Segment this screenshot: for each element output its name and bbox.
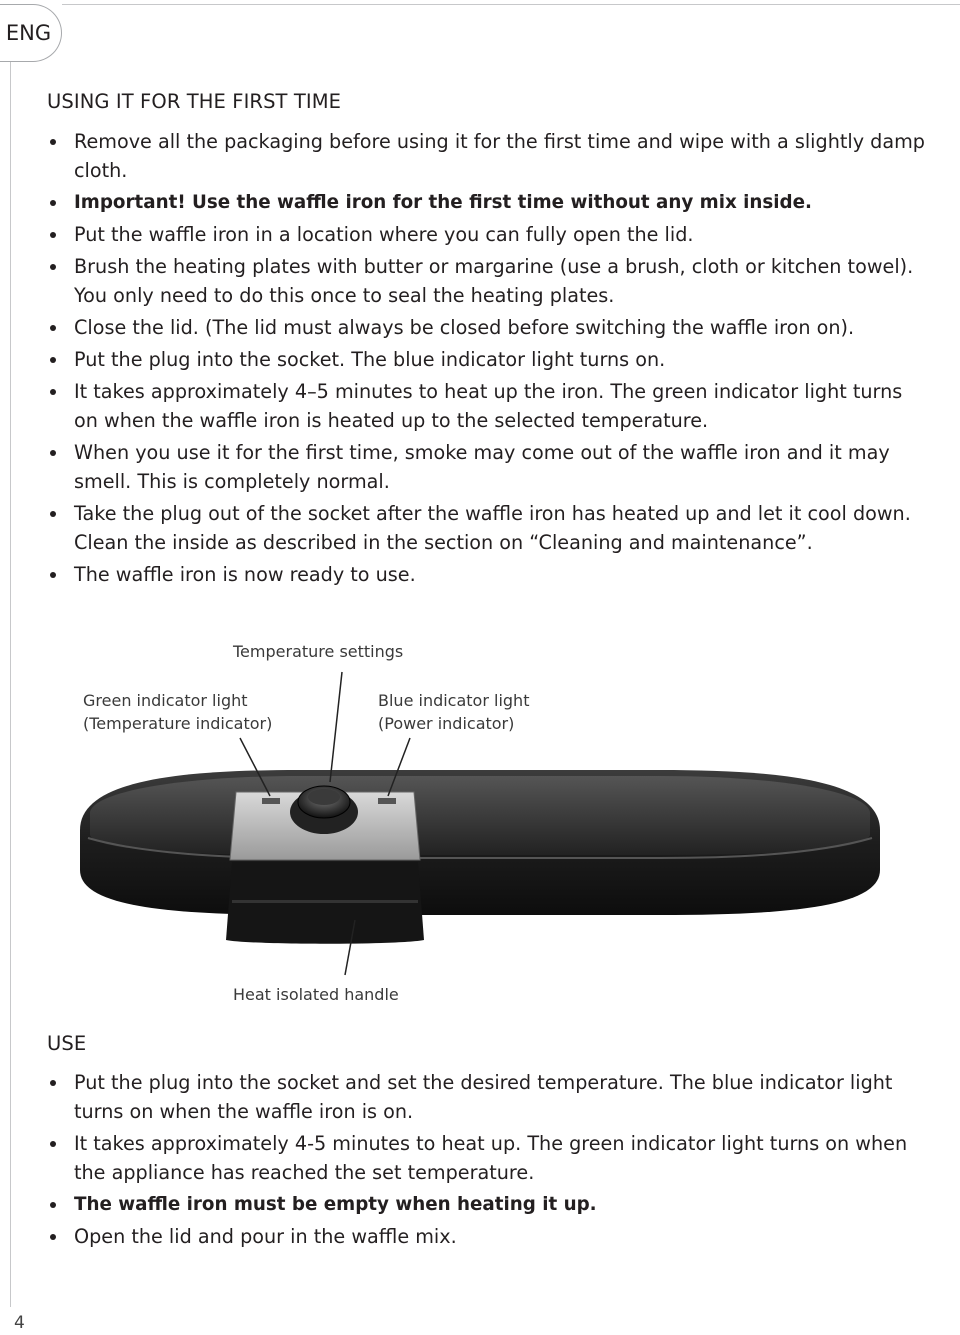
use-heading: USE — [47, 1032, 87, 1055]
list-item: Brush the heating plates with butter or margarine (use a brush, cloth or kitchen towel). You only need to do this once to seal the heating plates. — [47, 252, 927, 310]
list-item: It takes approximately 4-5 minutes to heat up. The green indicator light turns on when the appliance has reached the set temperature. — [47, 1129, 927, 1187]
page-number: 4 — [14, 1313, 25, 1333]
list-item: When you use it for the first time, smoke may come out of the waffle iron and it may smell. This is completely normal. — [47, 438, 927, 496]
blue-light-label — [378, 689, 529, 735]
list-item: The waffle iron is now ready to use. — [47, 560, 927, 589]
use-list — [47, 1068, 927, 1254]
green-light-label-line2: (Temperature indicator) — [83, 714, 273, 733]
handle-label: Heat isolated handle — [233, 985, 399, 1004]
list-item: Close the lid. (The lid must always be closed before switching the waffle iron on). — [47, 313, 927, 342]
list-item: Put the plug into the socket and set the desired temperature. The blue indicator light turns on when the waffle iron is on. — [47, 1068, 927, 1126]
green-indicator-light-mark — [262, 798, 280, 804]
lid — [90, 776, 870, 855]
blue-light-label-line1: Blue indicator light — [378, 691, 530, 710]
blue-indicator-light-mark — [378, 798, 396, 804]
leader-temperature — [330, 672, 342, 782]
list-item: Open the lid and pour in the waffle mix. — [47, 1222, 927, 1251]
green-light-label-line1: Green indicator light — [83, 691, 248, 710]
list-item: Put the waffle iron in a location where you can fully open the lid. — [47, 220, 927, 249]
green-light-label — [83, 689, 272, 735]
list-item: Important! Use the waffle iron for the first time without any mix inside. — [47, 188, 927, 217]
list-item: The waffle iron must be empty when heating it up. — [47, 1190, 927, 1219]
list-item: Take the plug out of the socket after the waffle iron has heated up and let it cool down. Clean the inside as described in the section on “Cleaning and maintenance”. — [47, 499, 927, 557]
language-tab: ENG — [0, 4, 62, 62]
list-item: It takes approximately 4–5 minutes to heat up the iron. The green indicator light turns on when the waffle iron is heated up to the selected temperature. — [47, 377, 927, 435]
temperature-settings-label: Temperature settings — [233, 642, 404, 661]
list-item: Put the plug into the socket. The blue indicator light turns on. — [47, 345, 927, 374]
first-time-list — [47, 127, 927, 592]
top-rule — [62, 4, 960, 5]
blue-light-label-line2: (Power indicator) — [378, 714, 515, 733]
list-item: Remove all the packaging before using it for the first time and wipe with a slightly damp cloth. — [47, 127, 927, 185]
first-time-heading: USING IT FOR THE FIRST TIME — [47, 90, 342, 113]
